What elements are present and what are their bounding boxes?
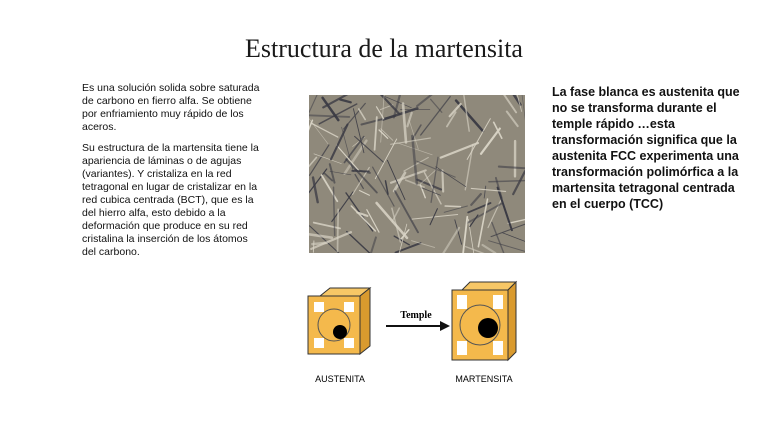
slide-title: Estructura de la martensita bbox=[245, 34, 523, 63]
micrograph-needle bbox=[313, 241, 314, 252]
martensite-micrograph bbox=[309, 95, 525, 253]
left-paragraph-structure: Su estructura de la martensita tiene la apariencia de láminas o de agujas (variantes). Y cristaliza en la red tetragonal en lugar de cristalizar en la red cubica centrada (BCT), que es la del hierro alfa, esto debido a la deformación que produce en su red cristalina la inserción de los átomos del carbono. bbox=[82, 142, 259, 258]
micrograph-image bbox=[309, 95, 525, 253]
arrow-label: Temple bbox=[400, 310, 432, 321]
austenite-cell bbox=[308, 288, 370, 354]
transformation-arrow bbox=[386, 321, 450, 331]
right-text-block: La fase blanca es austenita que no se transforma durante el temple rápido …esta transformación significa que la austenita FCC experimenta una transformación polimórfica a la martensita tetragonal centrada en el cuerpo (TCC) bbox=[552, 85, 740, 211]
martensite-cell bbox=[452, 282, 516, 360]
micrograph-needle bbox=[338, 209, 339, 251]
left-paragraph-definition: Es una solución solida sobre saturada de carbono en fierro alfa. Se obtiene por enfriamiento muy rápido de los aceros. bbox=[82, 82, 260, 133]
martensite-caption: MARTENSITA bbox=[455, 374, 513, 384]
austenite-caption: AUSTENITA bbox=[315, 374, 365, 384]
crystal-transformation-diagram bbox=[300, 276, 540, 391]
micrograph-needle bbox=[445, 206, 460, 207]
micrograph-needle bbox=[352, 171, 369, 172]
micrograph-needle bbox=[442, 170, 443, 191]
left-text-block bbox=[82, 82, 262, 267]
diagram-svg bbox=[300, 276, 540, 391]
